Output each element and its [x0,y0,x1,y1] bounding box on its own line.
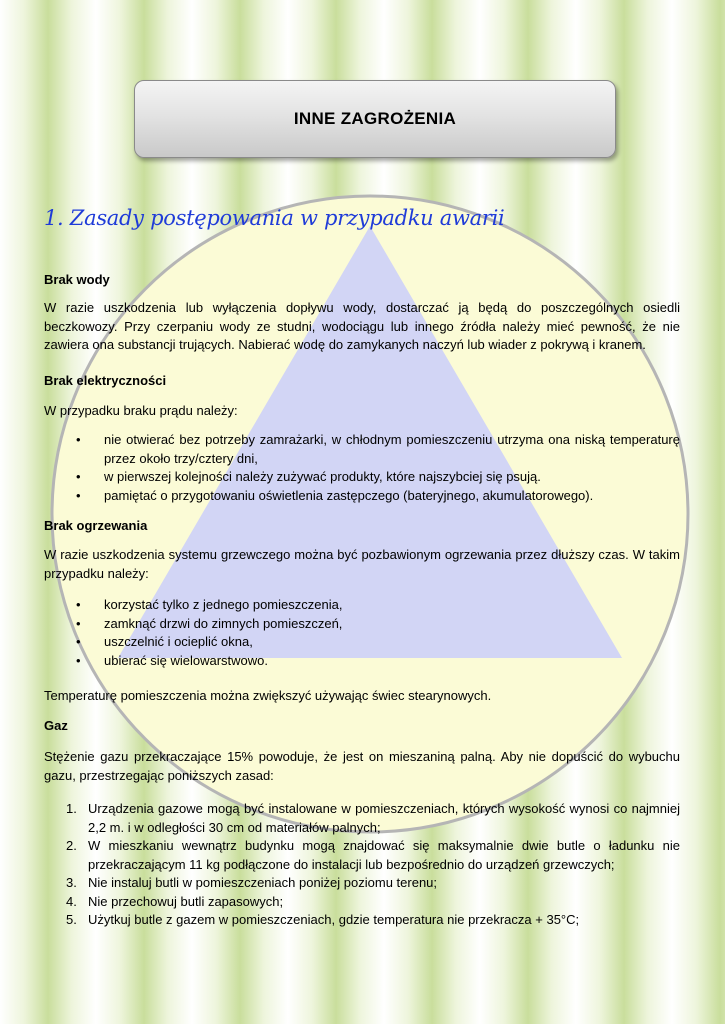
list-item [76,431,680,468]
bullet-glyph: • [76,597,81,612]
list-number: 5. [66,912,77,927]
list-item-text: Użytkuj butle z gazem w pomieszczeniach, gdzie temperatura nie przekracza + 35°C; [88,912,580,927]
bullet-glyph: • [76,634,81,649]
bullet-glyph: • [76,432,81,447]
water-paragraph: W razie uszkodzenia lub wyłączenia dopływu wody, dostarczać ją będą do poszczególnych osiedli beczkowozy. Przy czerpaniu wody ze studni, wodociągu lub innego źródła należy mieć pewność, że nie zawiera ona substancji trujących. Nabierać wodę do zamykanych naczyń lub wiader z pokrywą i kranem. [44,300,680,352]
heating-intro: W razie uszkodzenia systemu grzewczego można być pozbawionym ogrzewania przez dłuższy czas. W takim przypadku należy: [44,547,680,581]
gas-rules-list [60,800,680,930]
header-banner [134,80,616,158]
list-item-text: pamiętać o przygotowaniu oświetlenia zastępczego (bateryjnego, akumulatorowego). [104,487,594,503]
list-item-text: Urządzenia gazowe mogą być instalowane w pomieszczeniach, których wysokość wynosi co najmniej 2,2 m. i w odległości 30 cm od materiałów palnych; [88,801,680,835]
page-title: INNE ZAGROŻENIA [293,109,457,128]
bullet-glyph: • [76,652,81,668]
list-item [76,468,680,487]
list-item-text: w pierwszej kolejności należy zużywać produkty, które najszybciej się psują. [104,469,541,484]
heating-heading: Brak ogrzewania [44,518,148,533]
bullet-glyph: • [76,615,81,631]
electricity-list [76,431,680,505]
list-item [60,911,680,930]
list-item-text: W mieszkaniu wewnątrz budynku mogą znajdować się maksymalnie dwie butle o ładunku nie przekraczającym 11 kg podłączone do instalacji lub bezpośrednio do urządzeń grzewczych; [88,838,680,872]
list-item-text: Nie instaluj butli w pomieszczeniach poniżej poziomu terenu; [88,875,438,890]
list-item [76,615,680,634]
gas-heading: Gaz [44,718,68,733]
list-item [60,874,680,893]
list-item [60,893,680,912]
list-number: 1. [66,801,77,816]
list-item-text: korzystać tylko z jednego pomieszczenia, [104,597,343,612]
list-number: 3. [66,875,77,890]
list-number: 4. [66,893,77,909]
list-item [76,596,680,615]
list-number: 2. [66,838,77,853]
list-item-text: Nie przechowuj butli zapasowych; [88,893,284,909]
section-title: 1. Zasady postępowania w przypadku awarii [44,206,505,230]
electricity-heading: Brak elektryczności [44,373,167,388]
list-item-text: nie otwierać bez potrzeby zamrażarki, w chłodnym pomieszczeniu utrzyma ona niską temperaturę przez około trzy/cztery dni, [104,432,680,466]
heating-note: Temperaturę pomieszczenia można zwiększyć używając świec stearynowych. [44,688,492,703]
list-item-text: ubierać się wielowarstwowo. [104,652,269,668]
water-heading: Brak wody [44,272,110,287]
bullet-glyph: • [76,469,81,484]
list-item [60,837,680,874]
bullet-glyph: • [76,487,81,503]
heating-list [76,596,680,670]
list-item [76,487,680,506]
list-item [76,633,680,652]
gas-intro: Stężenie gazu przekraczające 15% powoduje, że jest on mieszaniną palną. Aby nie dopuścić do wybuchu gazu, przestrzegając poniższych zasad: [44,749,680,783]
list-item [76,652,680,671]
list-item-text: uszczelnić i ocieplić okna, [104,634,253,649]
electricity-intro: W przypadku braku prądu należy: [44,403,238,418]
list-item-text: zamknąć drzwi do zimnych pomieszczeń, [104,615,343,631]
list-item [60,800,680,837]
